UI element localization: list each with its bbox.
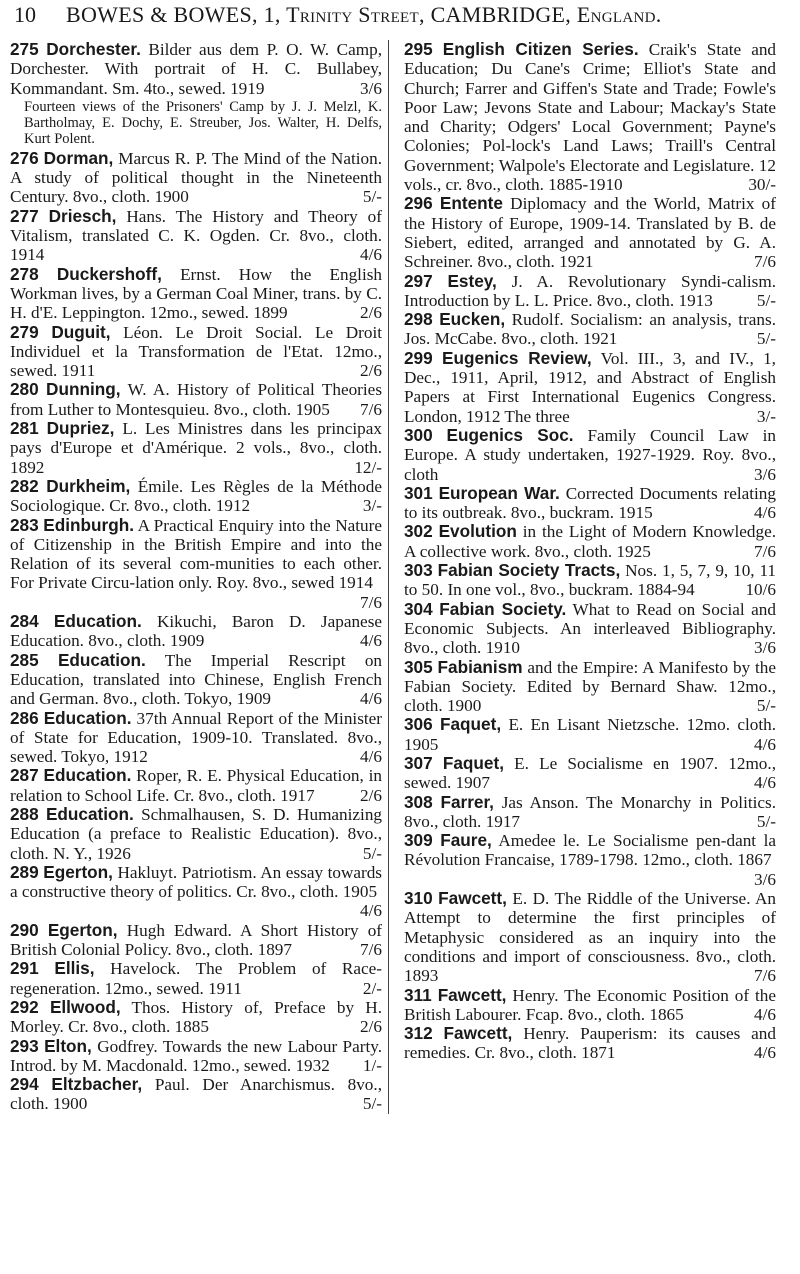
entry-price: 7/6 — [360, 592, 382, 612]
entry-description: What to Read on Social and Economic Subjects. An interleaved Bibliography. 8vo., cloth. 1910 — [404, 599, 776, 658]
catalogue-entry — [10, 207, 382, 265]
entry-price: 3/- — [756, 406, 776, 426]
entry-price: 4/6 — [360, 901, 382, 921]
entry-price: 5/- — [362, 843, 382, 863]
entry-number: 306 — [404, 714, 433, 735]
entry-heading: Education. — [53, 611, 142, 632]
entry-description: Schmalhausen, S. D. Humanizing Education (a preface to Realistic Education). 8vo., cloth. N. Y., 1926 — [10, 804, 383, 863]
entry-number: 277 — [10, 205, 39, 226]
catalogue-entry — [10, 265, 382, 323]
entry-description: L. Les Ministres dans les principax pays d'Europe et d'Amérique. 2 vols., 8vo., cloth. 1892 — [10, 419, 382, 477]
entry-heading: Entente — [439, 193, 503, 214]
entry-heading: Fawcett, — [437, 984, 507, 1005]
entry-number: 282 — [10, 475, 39, 496]
entry-heading: Eltzbacher, — [51, 1074, 143, 1095]
entry-heading: Faquet, — [440, 714, 502, 735]
entry-heading: Evolution — [438, 521, 517, 542]
catalogue-entry — [404, 194, 776, 271]
entry-number: 302 — [404, 521, 433, 542]
entry-price: 2/6 — [360, 361, 382, 381]
entry-price: 4/6 — [754, 503, 776, 523]
entry-heading: Ellis, — [54, 958, 95, 979]
entry-price: 1/- — [362, 1055, 382, 1075]
entry-price: 7/6 — [754, 541, 776, 561]
catalogue-entry — [404, 793, 776, 832]
entry-price: 3/6 — [754, 638, 776, 658]
entry-description: Amedee le. Le Socialisme pen-dant la Révolution Francaise, 1789-1798. 12mo., cloth. 1867 — [404, 831, 776, 870]
entry-heading: European War. — [438, 482, 560, 503]
entry-number: 300 — [404, 424, 433, 445]
catalogue-entry — [10, 1075, 382, 1114]
left-column — [10, 40, 389, 1114]
entry-heading: Duguit, — [51, 321, 111, 342]
entry-number: 294 — [10, 1074, 39, 1095]
entry-price: 7/6 — [754, 966, 776, 986]
entry-number: 281 — [10, 418, 39, 439]
page-header — [10, 2, 776, 38]
entry-price: 4/6 — [360, 747, 382, 767]
catalogue-entry — [10, 149, 382, 207]
entry-number: 287 — [10, 765, 39, 786]
catalogue-entry — [404, 272, 776, 311]
catalogue-entry — [10, 959, 382, 998]
entry-price: 12/- — [354, 457, 382, 477]
entry-description: Hans. The History and Theory of Vitalism, translated C. K. Ogden. Cr. 8vo., cloth. 1914 — [10, 206, 382, 265]
catalogue-entry — [404, 1024, 776, 1063]
entry-number: 290 — [10, 919, 39, 940]
entry-price: 4/6 — [360, 245, 382, 265]
entry-price: 4/6 — [360, 689, 382, 709]
catalogue-entry — [10, 709, 382, 767]
entry-description: Havelock. The Problem of Race-regeneration. 12mo., sewed. 1911 — [10, 959, 383, 998]
catalogue-columns — [10, 40, 776, 1114]
entry-number: 278 — [10, 263, 39, 284]
entry-description: Thos. History of, Preface by H. Morley. Cr. 8vo., cloth. 1885 — [10, 997, 382, 1037]
entry-heading: Fabian Society Tracts, — [437, 560, 621, 581]
catalogue-entry — [404, 349, 776, 426]
entry-number: 304 — [404, 598, 433, 619]
entry-number: 299 — [404, 347, 433, 368]
entry-description: Roper, R. E. Physical Education, in relation to School Life. Cr. 8vo., cloth. 1917 — [10, 766, 382, 805]
catalogue-entry — [404, 310, 776, 349]
entry-heading: Dupriez, — [46, 418, 115, 439]
entry-description: W. A. History of Political Theories from Luther to Montesquieu. 8vo., cloth. 1905 — [10, 380, 383, 419]
entry-description: Craik's State and Education; Du Cane's Crime; Elliot's State and Church; Farrer and Giffen's State and Trade; Fowle's Poor Law; Jevons State and Labour; Mackay's State and Charity; Odgers' Local Government; Payne's Colonies; Pol-lock's Land Laws; Traill's Central Government; Walpole's Electorate and Legislature. 12 vols., cr. 8vo., cloth. 1885-1910 — [404, 40, 777, 195]
entry-number: 303 — [404, 560, 433, 581]
entry-number: 295 — [404, 39, 433, 59]
entry-price: 2/6 — [360, 785, 382, 805]
catalogue-entry — [404, 561, 776, 600]
catalogue-entry — [10, 998, 382, 1037]
entry-heading: Durkheim, — [46, 475, 131, 496]
entry-heading: Fabianism — [437, 656, 523, 677]
entry-price: 5/- — [756, 696, 776, 716]
entry-note: Fourteen views of the Prisoners' Camp by J. J. Melzl, K. Bartholmay, E. Dochy, E. Streuber, Jos. Walter, H. Delfs, Kurt Polent. — [24, 98, 382, 147]
entry-description: The Imperial Rescript on Education, translated into Chinese, English French and German. 8vo., cloth. Tokyo, 1909 — [10, 650, 383, 709]
entry-heading: Education. — [57, 649, 146, 670]
catalogue-entry — [404, 986, 776, 1025]
entry-heading: Estey, — [447, 270, 497, 291]
entry-description: Hugh Edward. A Short History of British Colonial Policy. 8vo., cloth. 1897 — [10, 920, 383, 960]
entry-description: Rudolf. Socialism: an analysis, trans. Jos. McCabe. 8vo., cloth. 1921 — [404, 310, 776, 349]
entry-price: 7/6 — [360, 399, 382, 419]
entry-number: 284 — [10, 611, 39, 632]
entry-price: 3/6 — [754, 869, 776, 889]
entry-description: Hakluyt. Patriotism. An essay towards a constructive theory of politics. Cr. 8vo., cloth. 1905 — [10, 862, 382, 902]
entry-description: Henry. The Economic Position of the British Labourer. Fcap. 8vo., cloth. 1865 — [404, 985, 777, 1024]
catalogue-entry — [404, 658, 776, 716]
catalogue-entry — [404, 484, 776, 523]
entry-description: Léon. Le Droit Social. Le Droit Individuel et la Transformation de l'Etat. 12mo., sewed. 1911 — [10, 322, 383, 381]
entry-number: 291 — [10, 958, 39, 979]
entry-price: 4/6 — [754, 734, 776, 754]
entry-price: 4/6 — [754, 1004, 776, 1024]
entry-number: 280 — [10, 379, 39, 400]
catalogue-entry — [404, 715, 776, 754]
entry-price: 2/6 — [360, 303, 382, 323]
entry-number: 293 — [10, 1035, 39, 1056]
entry-description: Kikuchi, Baron D. Japanese Education. 8vo., cloth. 1909 — [10, 612, 383, 651]
right-column — [398, 40, 776, 1114]
entry-heading: Edinburgh. — [43, 514, 134, 535]
entry-description: in the Light of Modern Knowledge. A collective work. 8vo., cloth. 1925 — [404, 522, 777, 561]
entry-price: 10/6 — [745, 580, 776, 600]
catalogue-entry — [10, 323, 382, 381]
catalogue-entry — [10, 380, 382, 419]
entry-heading: Fabian Society. — [439, 598, 567, 619]
entry-price: 3/6 — [754, 464, 776, 484]
entry-number: 289 — [10, 861, 39, 882]
entry-number: 286 — [10, 707, 39, 728]
running-head: BOWES & BOWES, 1, Trinity Street, CAMBRIDGE, England. — [66, 2, 662, 27]
entry-description: Bilder aus dem P. O. W. Camp, Dorchester. With portrait of H. C. Bullabey, Kommandant. Sm. 4to., sewed. 1919 — [10, 40, 382, 98]
entry-description: and the Empire: A Manifesto by the Fabian Society. Edited by Bernard Shaw. 12mo., cloth. 1900 — [404, 657, 776, 716]
entry-heading: Duckershoff, — [56, 263, 162, 284]
catalogue-entry — [10, 419, 382, 477]
entry-heading: Fawcett, — [443, 1023, 513, 1044]
entry-number: 309 — [404, 830, 433, 851]
entry-description: Corrected Documents relating to its outbreak. 8vo., buckram. 1915 — [404, 483, 776, 523]
entry-number: 283 — [10, 514, 39, 535]
entry-description: Vol. III., 3, and IV., 1, Dec., 1911, April, 1912, and Abstract of English Papers at First International Eugenics Congress. London, 1912 The three — [404, 348, 776, 426]
entry-number: 297 — [404, 270, 433, 291]
entry-number: 308 — [404, 791, 433, 812]
page-number: 10 — [14, 2, 36, 27]
entry-number: 307 — [404, 752, 433, 773]
catalogue-entry — [10, 766, 382, 805]
entry-description: Marcus R. P. The Mind of the Nation. A study of political thought in the Nineteenth Century. 8vo., cloth. 1900 — [10, 148, 382, 207]
entry-price: 4/6 — [360, 631, 382, 651]
entry-number: 312 — [404, 1023, 433, 1044]
entry-price: 4/6 — [754, 1043, 776, 1063]
catalogue-entry — [10, 40, 382, 149]
entry-description: Jas Anson. The Monarchy in Politics. 8vo., cloth. 1917 — [404, 792, 777, 831]
catalogue-entry — [10, 516, 382, 612]
entry-price: 3/6 — [360, 78, 382, 98]
entry-heading: Egerton, — [47, 919, 118, 940]
catalogue-entry — [404, 889, 776, 985]
entry-heading: Faquet, — [442, 752, 504, 773]
entry-description: E. Le Socialisme en 1907. 12mo., sewed. 1907 — [404, 753, 776, 793]
entry-heading: Elton, — [44, 1035, 92, 1056]
catalogue-entry — [10, 805, 382, 863]
catalogue-entry — [10, 651, 382, 709]
entry-price: 7/6 — [754, 252, 776, 272]
catalogue-entry — [404, 831, 776, 889]
entry-price: 2/- — [362, 978, 382, 998]
entry-price: 2/6 — [360, 1017, 382, 1037]
entry-price: 5/- — [362, 1094, 382, 1114]
entry-heading: Farrer, — [440, 791, 494, 812]
entry-heading: Eugenics Review, — [442, 347, 592, 368]
catalogue-entry — [404, 40, 776, 194]
entry-number: 298 — [404, 309, 433, 330]
catalogue-entry — [404, 426, 776, 484]
catalogue-entry — [404, 600, 776, 658]
catalogue-entry — [404, 754, 776, 793]
entry-description: J. A. Revolutionary Syndi-calism. Introduction by L. L. Price. 8vo., cloth. 1913 — [404, 271, 777, 310]
catalogue-entry — [10, 863, 382, 921]
entry-heading: Faure, — [440, 830, 492, 851]
entry-heading: Fawcett, — [438, 888, 507, 909]
catalogue-entry — [404, 522, 776, 561]
entry-price: 30/- — [748, 175, 776, 195]
entry-price: 4/6 — [754, 773, 776, 793]
catalogue-entry — [10, 921, 382, 960]
entry-number: 301 — [404, 482, 433, 503]
entry-price: 7/6 — [360, 940, 382, 960]
catalogue-entry — [10, 612, 382, 651]
entry-price: 3/- — [362, 496, 382, 516]
entry-price: 5/- — [756, 811, 776, 831]
entry-description: A Practical Enquiry into the Nature of Citizenship in the British Empire and into the Relation of its several com-munities to each other. For Private Circu-lation only. Roy. 8vo., sewed 1914 — [10, 515, 382, 593]
entry-description: Henry. Pauperism: its causes and remedies. Cr. 8vo., cloth. 1871 — [404, 1024, 776, 1063]
entry-description: Diplomacy and the World, Matrix of the History of Europe, 1909-14. Translated by B. de Siebert, edited, arranged and annotated by G. A. Schreiner. 8vo., cloth. 1921 — [404, 194, 777, 272]
entry-number: 296 — [404, 193, 433, 214]
entry-description: Nos. 1, 5, 7, 9, 10, 11 to 50. In one vol., 8vo., buckram. 1884-94 — [404, 561, 777, 600]
entry-number: 292 — [10, 996, 39, 1017]
entry-description: E. En Lisant Nietzsche. 12mo. cloth. 1905 — [404, 715, 776, 754]
entry-number: 305 — [404, 656, 433, 677]
entry-price: 5/- — [756, 290, 776, 310]
entry-number: 288 — [10, 803, 39, 824]
entry-number: 276 — [10, 147, 39, 168]
entry-heading: Driesch, — [48, 205, 117, 226]
entry-number: 285 — [10, 649, 39, 670]
entry-heading: Dorchester. — [46, 39, 141, 59]
entry-heading: Dorman, — [43, 147, 114, 168]
entry-heading: Ellwood, — [49, 996, 121, 1017]
entry-price: 5/- — [756, 329, 776, 349]
entry-price: 5/- — [362, 187, 382, 207]
entry-heading: Egerton, — [43, 861, 113, 882]
entry-description: Paul. Der Anarchismus. 8vo., cloth. 1900 — [10, 1075, 382, 1114]
entry-heading: Education. — [43, 765, 132, 786]
entry-description: Émile. Les Règles de la Méthode Sociologique. Cr. 8vo., cloth. 1912 — [10, 476, 382, 516]
entry-heading: Education. — [43, 707, 132, 728]
entry-number: 310 — [404, 888, 433, 909]
entry-description: 37th Annual Report of the Minister of State for Education, 1909-10. Translated. 8vo., sewed. Tokyo, 1912 — [10, 708, 383, 767]
entry-description: Family Council Law in Europe. A study undertaken, 1927-1929. Roy. 8vo., cloth — [404, 425, 777, 484]
entry-heading: Eucken, — [439, 309, 506, 330]
entry-number: 275 — [10, 39, 39, 59]
entry-description: E. D. The Riddle of the Universe. An Attempt to determine the first principles of Metaphysic considered as an inquiry into the conditions and import of consciousness. 8vo., cloth. 1893 — [404, 889, 776, 986]
entry-number: 279 — [10, 321, 39, 342]
entry-heading: Dunning, — [46, 379, 121, 400]
catalogue-entry — [10, 477, 382, 516]
entry-heading: English Citizen Series. — [442, 39, 639, 59]
entry-description: Ernst. How the English Workman lives, by a German Coal Miner, trans. by C. H. d'E. Leppington. 12mo., sewed. 1899 — [10, 264, 383, 323]
entry-heading: Eugenics Soc. — [446, 424, 574, 445]
entry-heading: Education. — [45, 803, 134, 824]
entry-number: 311 — [404, 984, 432, 1005]
entry-description: Godfrey. Towards the new Labour Party. Introd. by M. Macdonald. 12mo., sewed. 1932 — [10, 1036, 383, 1075]
catalogue-entry — [10, 1037, 382, 1076]
